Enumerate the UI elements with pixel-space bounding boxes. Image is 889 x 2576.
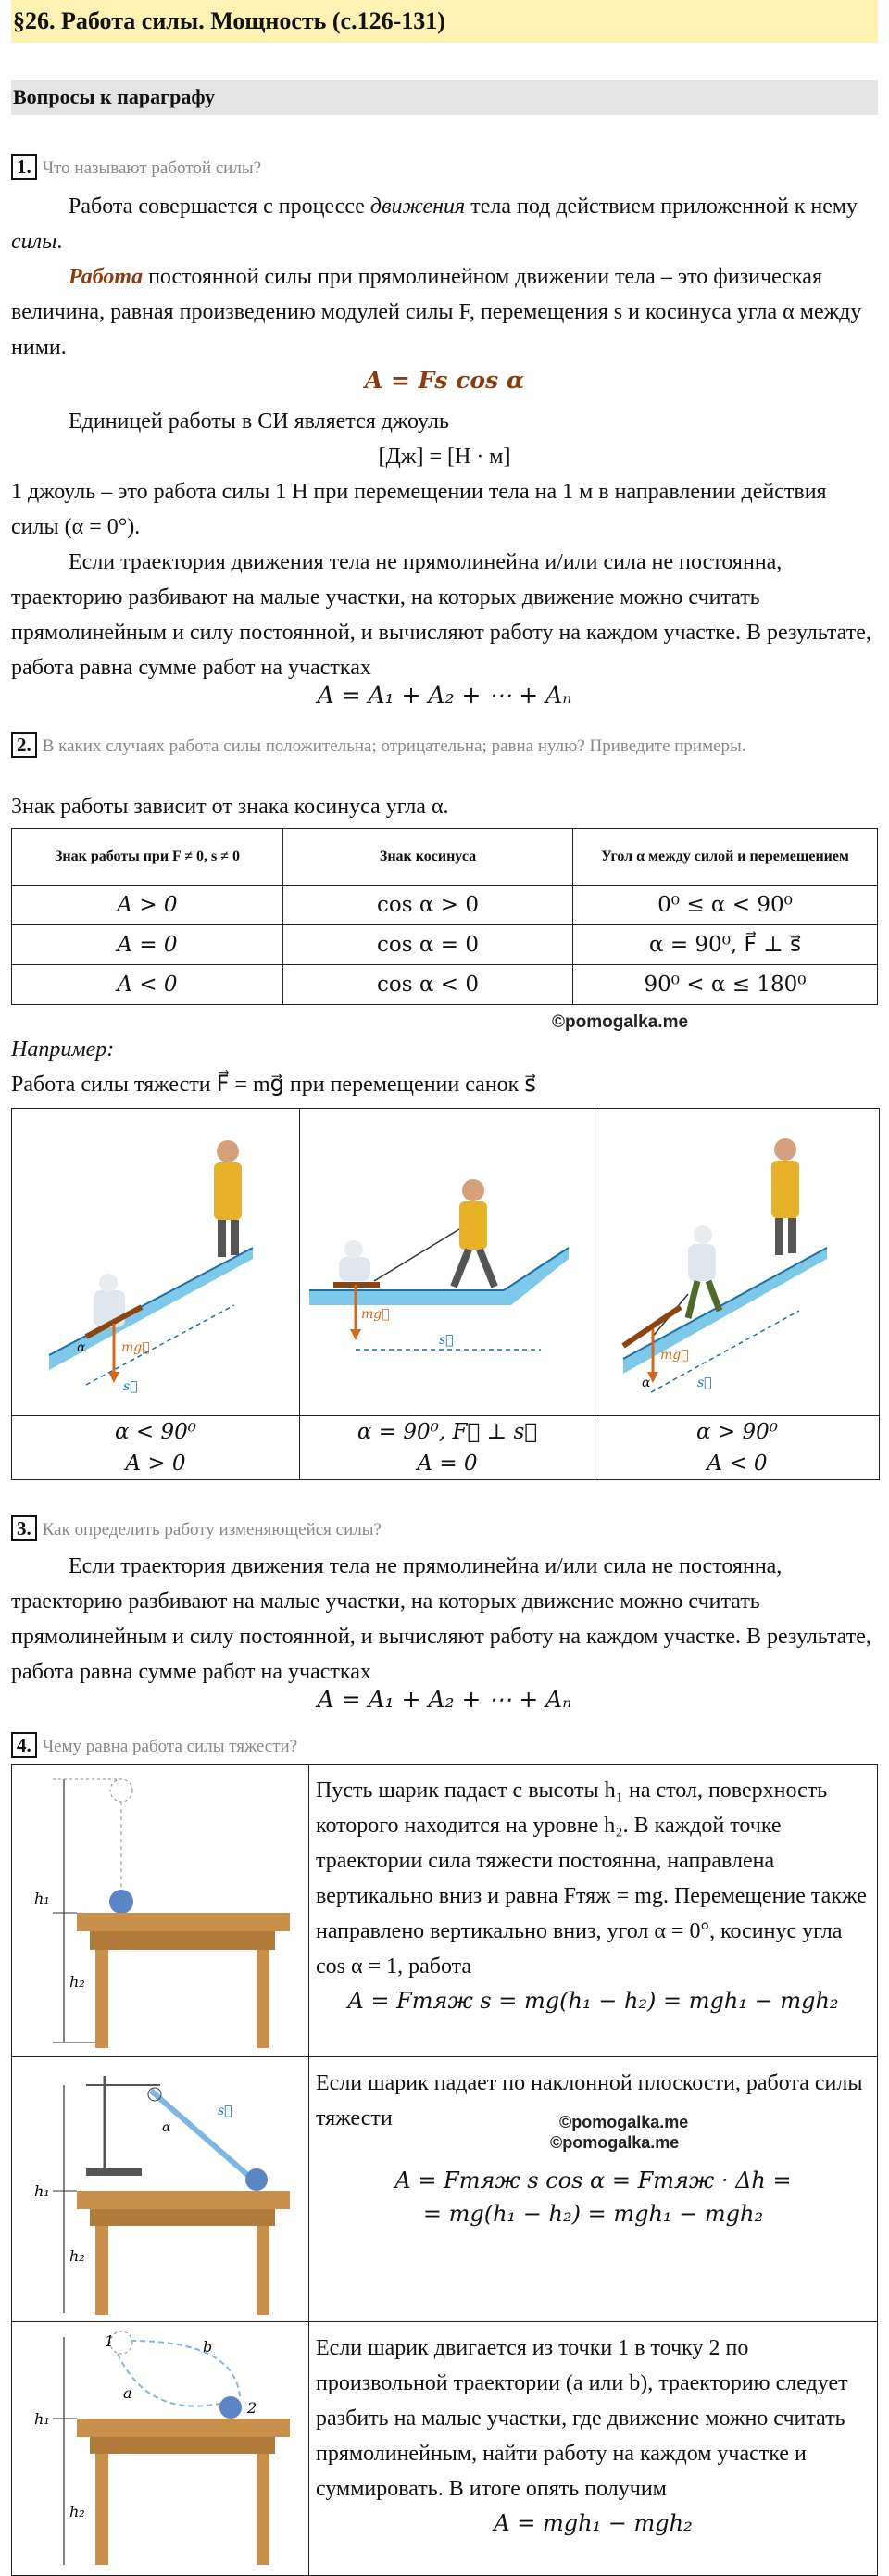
figure-cell [12,2057,309,2322]
figure-cell [300,1109,595,1416]
table-cell: 90⁰ < α ≤ 180⁰ [573,965,878,1005]
sled-figure-table [11,1108,880,1480]
h1-label: h₁ [34,2182,50,2200]
question-2 [11,732,878,759]
text-cell [309,2322,878,2576]
table-cell: cos α > 0 [283,886,573,925]
incline-ball-illustration [12,2057,308,2317]
table-header: Знак косинуса [283,829,573,886]
figure-cell [12,1765,309,2057]
text-run: постоянной силы при прямолинейном движении тела – это физическая величина, равная произведению модулей силы F, перемещения s и косинуса угла α между ними. [11,265,862,359]
sum-formula: A = A₁ + A₂ + ⋯ + Aₙ [317,1686,572,1713]
person-icon [214,1162,242,1220]
s-label: s⃗ [697,1376,712,1390]
s-label: s⃗ [123,1379,138,1394]
caption-cell [595,1416,880,1480]
mg-label: mg⃗ [361,1307,390,1322]
table-cell: A < 0 [12,965,283,1005]
figure-cell [12,2322,309,2576]
caption-line: A < 0 [707,1451,768,1476]
paragraph: Пусть шарик падает с высоты h₁ на стол, поверхность которого находится на уровне h₂. В каждой точке траектории сила тяжести постоянна, направлена вертикально вниз и равна Fтяж = mg. Перемещение также направлено вертикально вниз, угол α = 0°, косинус угла cos α = 1, работа [316,1778,867,1979]
term: Работа [69,265,144,289]
caption-cell [300,1416,595,1480]
table-row [12,886,878,925]
paragraph: 1 джоуль – это работа силы 1 Н при перемещении тела на 1 м в направлении действия силы (α = 0°). [11,480,827,539]
text-run: тела под действием приложенной к нему [465,195,858,219]
question-text: Чему равна работа силы тяжести? [42,1737,298,1756]
watermark: ©pomogalka.me [559,2113,689,2131]
arbitrary-path-illustration [12,2322,308,2570]
question-text: Как определить работу изменяющейся силы? [42,1520,382,1539]
table-header: Угол α между силой и перемещением [573,829,878,886]
table-header: Знак работы при F ≠ 0, s ≠ 0 [12,829,283,886]
person-icon [459,1201,487,1250]
question-number: 2. [11,732,37,758]
path-a-label: a [123,2384,132,2402]
table-cell: 0⁰ ≤ α < 90⁰ [573,886,878,925]
caption-line: A > 0 [125,1451,186,1476]
table-header-row [12,829,878,886]
child-icon [339,1257,370,1281]
question-text: Что называют работой силы? [42,158,262,178]
paragraph [11,259,878,365]
question-3 [11,1515,382,1542]
text-cell [309,1765,878,2057]
text-run: движения [369,195,466,219]
formula: A = Fтяж s cos α = Fтяж · Δh = [394,2168,792,2193]
caption-line: α > 90⁰ [696,1420,778,1444]
paragraph: Если траектория движения тела не прямолинейна и/или сила не постоянна, траекторию разбивают на малые участки, на которых движение можно считать прямолинейным и силу постоянной, и вычисляют работу на каждом участке. В результате, работа равна сумме работ на участках [11,1554,871,1684]
paragraph: Единицей работы в СИ является джоуль [69,409,449,434]
mg-label: mg⃗ [121,1340,150,1355]
figure-cell [595,1109,880,1416]
alpha-label: α [77,1340,86,1355]
text-run: Работа совершается с процессе [69,195,370,219]
text-run: . [56,230,63,254]
sled-downhill-illustration [595,1109,879,1411]
example-label: Например: [11,1037,115,1062]
alpha-label: α [162,2120,171,2135]
text-run: силы [11,230,57,254]
caption-line: α < 90⁰ [115,1420,196,1444]
point-2-label: 2 [247,2399,257,2417]
question-number: 1. [11,154,37,180]
s-label: s⃗ [218,2104,232,2118]
sign-table [11,828,878,1005]
h1-label: h₁ [34,2410,50,2428]
watermark: ©pomogalka.me [550,2133,680,2152]
formula: A = Fтяж s = mg(h₁ − h₂) = mgh₁ − mgh₂ [347,1988,839,2014]
watermark: ©pomogalka.me [552,1012,689,1032]
ball-icon [219,2396,242,2419]
sled-uphill-illustration [12,1109,299,1411]
ball-icon [109,1890,133,1914]
paragraph: Знак работы зависит от знака косинуса угла α. [11,795,449,819]
question-text: В каких случаях работа силы положительна; отрицательна; равна нулю? Приведите примеры. [42,736,746,756]
paragraph [11,189,878,259]
paragraph: Если шарик двигается из точки 1 в точку 2 по произвольной траектории (a или b), траекторию следует разбить на малые участки, где движение можно считать прямолинейным, найти работу на каждом участке и суммировать. В итоге опять получим [316,2336,848,2501]
question-number: 3. [11,1515,37,1541]
h2-label: h₂ [69,2247,85,2265]
work-formula: A = Fs cos α [364,367,525,394]
table-row [12,925,878,965]
example-text: Работа силы тяжести F⃗ = mg⃗ при перемещении санок s⃗ [11,1073,536,1097]
child-icon [688,1244,716,1281]
table-cell: α = 90⁰, F⃗ ⊥ s⃗ [573,925,878,965]
question-number: 4. [11,1732,37,1758]
caption-line: α = 90⁰, F⃗ ⊥ s⃗ [357,1420,538,1444]
point-1-label: 1 [105,2332,115,2350]
caption-cell [12,1416,300,1480]
figure-cell [12,1109,300,1416]
gravity-work-table [11,1764,878,2576]
unit-formula: [Дж] = [Н · м] [378,445,511,469]
section-header: Вопросы к параграфу [11,80,878,115]
caption-line: A = 0 [417,1451,478,1476]
ball-icon [245,2168,268,2191]
table-row [12,965,878,1005]
alpha-label: α [642,1376,651,1390]
table-cell: cos α < 0 [283,965,573,1005]
question-4 [11,1732,297,1759]
sum-formula: A = A₁ + A₂ + ⋯ + Aₙ [317,682,572,709]
table-cell: A > 0 [12,886,283,925]
text-cell [309,2057,878,2322]
h1-label: h₁ [34,1890,50,1907]
path-b-label: b [203,2338,213,2356]
person-icon [771,1161,799,1218]
table-cell: A = 0 [12,925,283,965]
page-title: §26. Работа силы. Мощность (с.126-131) [11,0,878,43]
formula: = mg(h₁ − h₂) = mgh₁ − mgh₂ [422,2201,764,2227]
falling-ball-illustration [12,1765,308,2052]
h2-label: h₂ [69,1973,85,1991]
s-label: s⃗ [439,1333,454,1348]
question-1 [11,154,261,181]
sled-flat-illustration [300,1109,595,1411]
formula: A = mgh₁ − mgh₂ [494,2510,693,2536]
paragraph: Если траектория движения тела не прямолинейна и/или сила не постоянна, траекторию разбивают на малые участки, на которых движение можно считать прямолинейным и силу постоянной, и вычисляют работу на каждом участке. В результате, работа равна сумме работ на участках [11,550,871,680]
paragraph: Если шарик падает по наклонной плоскости, работа силы тяжести [316,2071,863,2130]
mg-label: mg⃗ [660,1348,689,1363]
h2-label: h₂ [69,2503,85,2520]
table-cell: cos α = 0 [283,925,573,965]
